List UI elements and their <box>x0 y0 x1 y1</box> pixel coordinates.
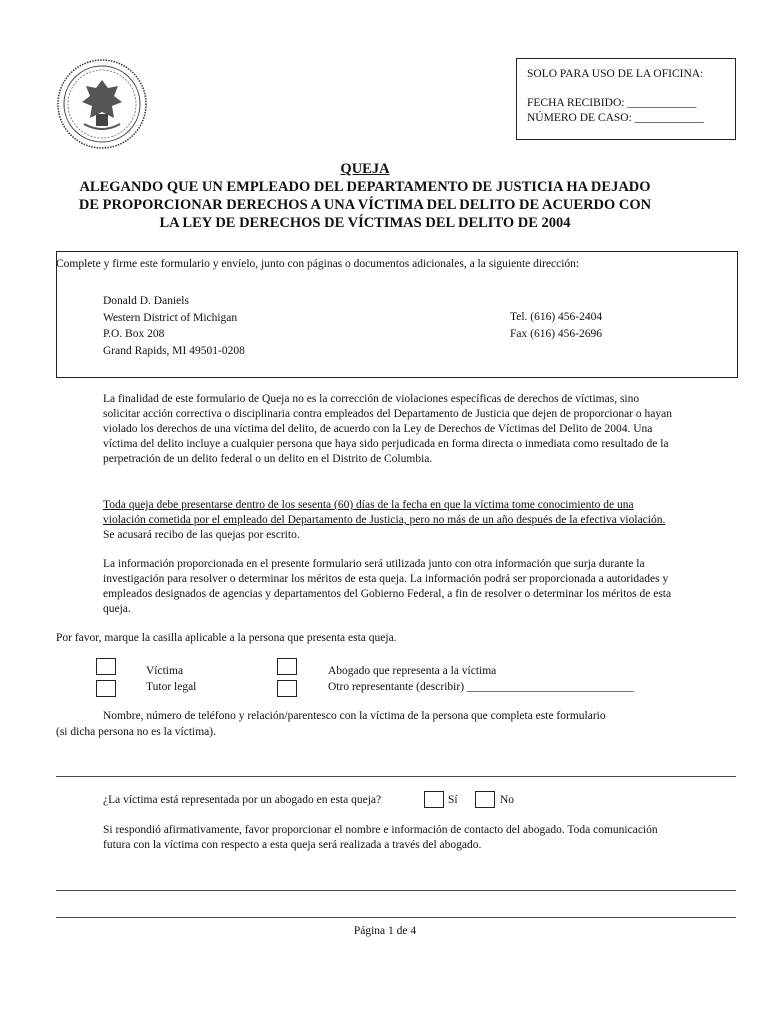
guardian-checkbox[interactable] <box>96 680 116 697</box>
title-line-4: LA LEY DE DERECHOS DE VÍCTIMAS DEL DELITO DE 2004 <box>159 215 571 231</box>
recipient-po-box: P.O. Box 208 <box>103 328 165 340</box>
office-use-label: SOLO PARA USO DE LA OFICINA: <box>527 68 704 80</box>
title-line-3: DE PROPORCIONAR DERECHOS A UNA VÍCTIMA DEL DELITO DE ACUERDO CON <box>78 197 652 213</box>
form-title <box>40 160 690 232</box>
title-queja: QUEJA <box>340 161 390 177</box>
date-received-field[interactable]: FECHA RECIBIDO: ____________ <box>527 97 697 109</box>
name-prompt-continued: (si dicha persona no es la víctima). <box>56 726 216 738</box>
fax: Fax (616) 456-2696 <box>510 327 602 340</box>
attorney-checkbox[interactable] <box>277 658 297 675</box>
recipient-city: Grand Rapids, MI 49501-0208 <box>103 344 245 357</box>
name-answer-line[interactable] <box>56 776 736 777</box>
represented-no-checkbox[interactable] <box>475 791 495 808</box>
represented-no-label: No <box>500 794 515 806</box>
mailing-address <box>103 293 245 359</box>
office-use-box <box>516 58 736 140</box>
guardian-label: Tutor legal <box>146 681 197 693</box>
deadline-underlined-text: Toda queja debe presentarse dentro de los sesenta (60) días de la fecha en que la víctima tome conocimiento de una violación cometida por el empleado del Departamento de Justicia, pero no más de un año después de la efectiva violación. <box>103 499 666 526</box>
checkbox-prompt: Por favor, marque la casilla aplicable a la persona que presenta esta queja. <box>56 632 397 644</box>
recipient-name: Donald D. Daniels <box>103 295 189 307</box>
recipient-district: Western District of Michigan <box>103 311 238 324</box>
represented-yes-checkbox[interactable] <box>424 791 444 808</box>
attorney-answer-line-2[interactable] <box>56 917 736 918</box>
attorney-info-paragraph: Si respondió afirmativamente, favor proporcionar el nombre e información de contacto del abogado. Toda comunicación futura con la víctima con respecto a esta queja será realizada a través del abogado. <box>103 824 658 851</box>
represented-yes-label: Sí <box>448 794 458 806</box>
information-use-paragraph: La información proporcionada en el presente formulario será utilizada junto con otra información que surja durante la investigación para resolver o determinar los méritos de esta queja. La información podrá ser proporcionada a autoridades y empleados designados de agencias y departamentos del Gobierno Federal, a fin de resolver o determinar los méritos de esta queja. <box>103 558 672 615</box>
attorney-answer-line-1[interactable] <box>56 890 736 891</box>
represented-question: ¿La víctima está representada por un abogado en esta queja? <box>103 794 382 806</box>
deadline-paragraph <box>103 498 678 543</box>
attorney-label: Abogado que representa a la víctima <box>328 665 497 677</box>
other-representative-field[interactable]: Otro representante (describir) _____________________________ <box>328 681 634 693</box>
name-prompt: Nombre, número de teléfono y relación/parentesco con la víctima de la persona que completa este formulario <box>103 710 606 722</box>
telephone: Tel. (616) 456-2404 <box>510 311 603 323</box>
address-intro: Complete y firme este formulario y envíelo, junto con páginas o documentos adicionales, a la siguiente dirección: <box>56 258 580 270</box>
title-line-2: ALEGANDO QUE UN EMPLEADO DEL DEPARTAMENTO DE JUSTICIA HA DEJADO <box>79 179 651 195</box>
contact-numbers <box>510 309 602 342</box>
page-number: Página 1 de 4 <box>353 925 417 937</box>
department-seal <box>56 58 148 150</box>
purpose-paragraph: La finalidad de este formulario de Queja no es la corrección de violaciones específicas de derechos de víctimas, sino solicitar acción correctiva o disciplinaria contra empleados del Departamento de Justicia que dejen de proporcionar o hayan violado los derechos de una víctima del delito, de acuerdo con la Ley de Derechos de Víctimas del Delito de 2004. Una víctima del delito incluye a cualquier persona que haya sido perjudicada en forma directa o inmediata como resultado de la perpetración de un delito federal o un delito en el Distrito de Columbia. <box>103 393 673 465</box>
other-representative-checkbox[interactable] <box>277 680 297 697</box>
deadline-receipt-text: Se acusará recibo de las quejas por escrito. <box>103 529 300 541</box>
victim-checkbox[interactable] <box>96 658 116 675</box>
victim-label: Víctima <box>146 665 184 677</box>
case-number-field[interactable]: NÚMERO DE CASO: ____________ <box>527 112 704 124</box>
